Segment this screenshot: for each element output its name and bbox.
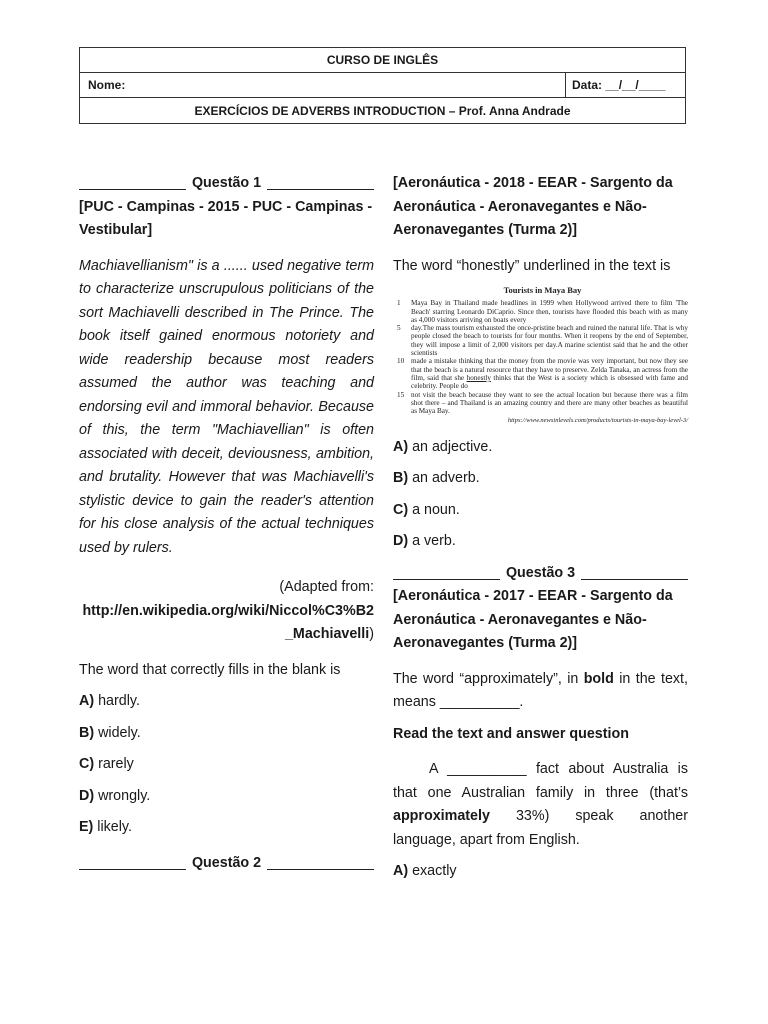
- question-1-prompt: The word that correctly fills in the blank is: [79, 661, 341, 678]
- embedded-line: 10 made a mistake thinking that the money from the movie was very important, but now they see that the beach is a natural resource that they have to preserve. Zelda Tanaka, an actress from the film, said that she honestly thinks that the West is a society which is obsessed with fame and celebrity. People do: [397, 357, 689, 391]
- question-2-options: [393, 436, 688, 554]
- question-2-prompt: The word “honestly” underlined in the text is: [393, 257, 671, 274]
- right-column: [393, 172, 688, 884]
- header-table: [79, 47, 686, 124]
- embedded-line: 1 Maya Bay in Thailand made headlines in 1999 when Hollywood arrived there to film 'The Beach' starring Leonardo DiCaprio. Since then, tourists have flooded this beach with as many as 4,000 visitors arriving on boats every: [397, 299, 688, 324]
- header-name-row: [80, 73, 685, 98]
- date-field-label: Data: __/__/____: [572, 78, 666, 92]
- question-1-source: [PUC - Campinas - 2015 - PUC - Campinas - Vestibular]: [79, 198, 373, 238]
- question-2-label: Questão 2: [191, 854, 262, 871]
- option-d[interactable]: D) wrongly.: [79, 787, 151, 804]
- question-3-source: [Aeronáutica - 2017 - EEAR - Sargento da Aeronáutica - Aeronavegantes e Não-Aeronavegantes (Turma 2)]: [393, 588, 673, 652]
- source-url-close: ): [369, 626, 374, 642]
- question-3-prompt: The word “approximately”, in bold in the text, means __________.: [393, 670, 688, 711]
- option-e[interactable]: E) likely.: [79, 819, 132, 835]
- embedded-text-image: [393, 286, 688, 426]
- question-1-label: Questão 1: [191, 175, 262, 191]
- option-a[interactable]: A) an adjective.: [393, 438, 493, 455]
- option-a[interactable]: A) hardly.: [79, 693, 140, 709]
- option-c[interactable]: C) a noun.: [393, 501, 460, 518]
- option-b[interactable]: B) an adverb.: [393, 470, 480, 487]
- heading-rule: [581, 567, 688, 580]
- option-c[interactable]: C) rarely: [79, 756, 134, 772]
- header-subtitle-row: [80, 98, 685, 123]
- option-b[interactable]: B) widely.: [79, 724, 141, 741]
- heading-rule: [79, 177, 186, 190]
- header-title-row: [80, 48, 685, 73]
- course-title: CURSO DE INGLÊS: [326, 53, 439, 67]
- question-2-source: [Aeronáutica - 2018 - EEAR - Sargento da Aeronáutica - Aeronavegantes e Não-Aeronavegantes (Turma 2)]: [393, 175, 673, 238]
- heading-rule: [267, 177, 374, 190]
- heading-rule: [393, 567, 500, 580]
- question-1-heading: [79, 172, 374, 196]
- source-url: http://en.wikipedia.org/wiki/Niccol%C3%B2_Machiavelli: [82, 602, 374, 642]
- embedded-line: 15 not visit the beach because they want to see the actual location but because there was a film shot there – and Thailand is an amazing country and there are many other beaches as beautiful as Maya Bay.: [397, 390, 688, 416]
- option-d[interactable]: D) a verb.: [393, 533, 456, 550]
- question-2-heading: [79, 852, 374, 876]
- question-1-options: [79, 690, 374, 840]
- heading-rule: [79, 857, 186, 870]
- question-3-passage: A __________ fact about Australia is that one Australian family in three (that’s approximately 33%) speak another language, apart from English.: [393, 761, 688, 848]
- name-field-label: Nome:: [80, 73, 566, 97]
- heading-rule: [267, 857, 374, 870]
- adapted-from: (Adapted from:: [279, 579, 374, 595]
- embedded-title: Tourists in Maya Bay: [503, 285, 582, 295]
- question-3-instruction: Read the text and answer question: [393, 725, 629, 742]
- question-1-passage: Machiavellianism" is a ...... used negative term to characterize unscrupulous politicians of the sort Machiavelli described in The Prince. The book itself gained enormous notoriety and wide readership because most readers assumed the author was teaching and endorsing evil and immoral behavior. Because of this, the term "Machiavellian" is often associated with deceit, deviousness, ambition, and brutality. However that was Machiavelli's stylistic device to gain the reader's attention for his close analysis of the actual techniques used by rulers.: [79, 257, 374, 556]
- option-a[interactable]: A) exactly: [393, 863, 457, 880]
- question-3-heading: [393, 562, 688, 586]
- left-column: [79, 172, 374, 875]
- question-3-label: Questão 3: [505, 564, 576, 581]
- embedded-source: https://www.newsinlevels.com/products/tourists-in-maya-bay-level-3/: [507, 417, 688, 425]
- question-3-options: [393, 860, 688, 884]
- exercise-subtitle: EXERCÍCIOS DE ADVERBS INTRODUCTION – Prof. Anna Andrade: [194, 103, 571, 118]
- embedded-line: 5 day.The mass tourism exhausted the once-pristine beach and ruined the natural life. That is why people closed the beach to tourists for four months. When it reopens by the end of September, they will impose a limit of 2,000 visitors per day.A marine scientist said that he and the other scientists: [397, 324, 688, 358]
